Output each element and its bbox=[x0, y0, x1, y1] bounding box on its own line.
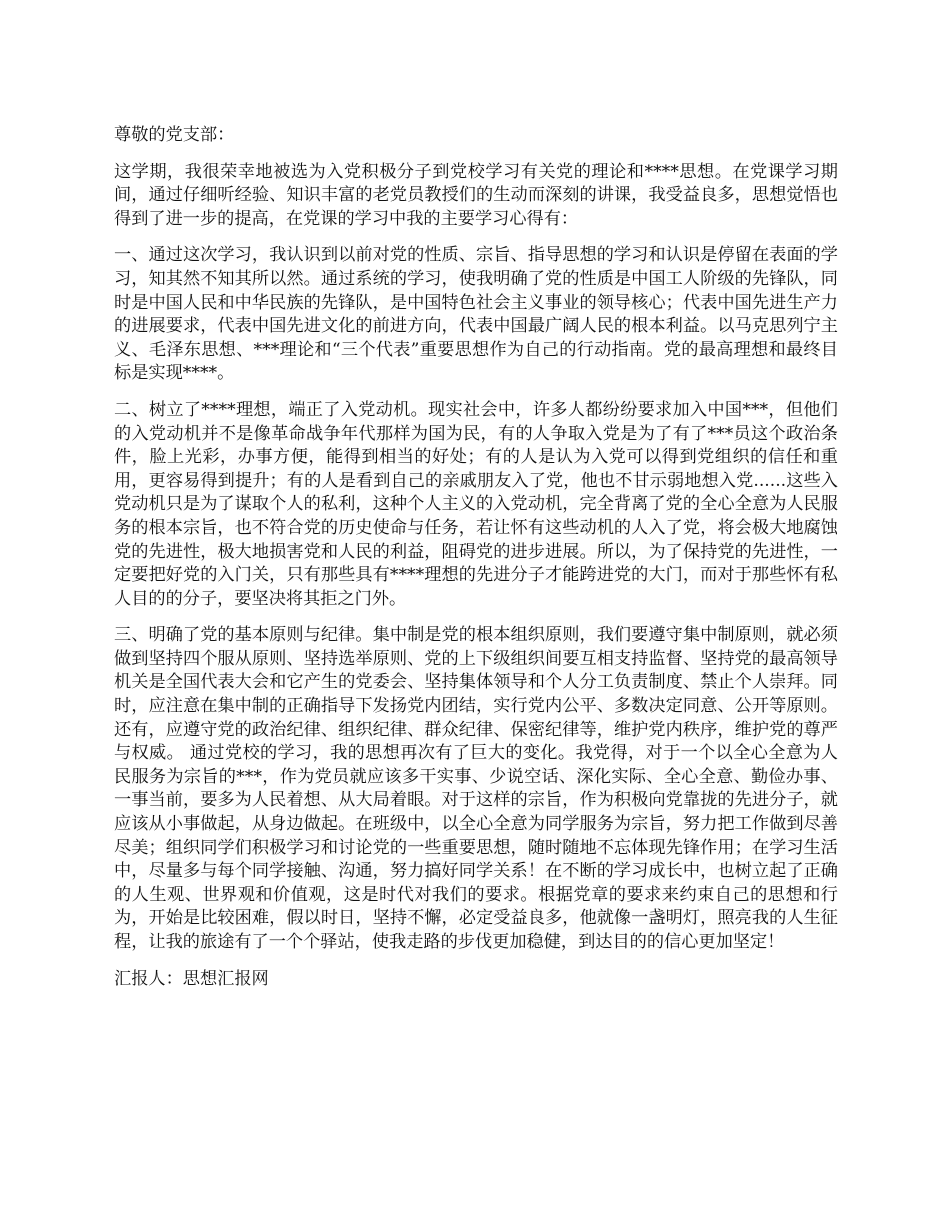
document-body bbox=[114, 124, 838, 1004]
signature: 汇报人：思想汇报网 bbox=[114, 968, 269, 989]
paragraph-section-three: 三、明确了党的基本原则与纪律。集中制是党的根本组织原则，我们要遵守集中制原则，就必须做到坚持四个服从原则、坚持选举原则、党的上下级组织间要互相支持监督、坚持党的最高领导机关是全国代表大会和它产生的党委会、坚持集体领导和个人分工负责制度、禁止个人崇拜。同时，应注意在集中制的正确指导下发扬党内团结，实行党内公平、多数决定同意、公开等原则。还有，应遵守党的政治纪律、组织纪律、群众纪律、保密纪律等，维护党内秩序，维护党的尊严与权威。 通过党校的学习，我的思想再次有了巨大的变化。我党得，对于一个以全心全意为人民服务为宗旨的***，作为党员就应该多干实事、少说空话、深化实际、全心全意、勤俭办事、一事当前，要多为人民着想、从大局着眼。对于这样的宗旨，作为积极向党靠拢的先进分子，就应该从小事做起，从身边做起。在班级中，以全心全意为同学服务为宗旨，努力把工作做到尽善尽美；组织同学们积极学习和讨论党的一些重要思想，随时随地不忘体现先锋作用；在学习生活中，尽量多与每个同学接触、沟通，努力搞好同学关系！在不断的学习成长中，也树立起了正确的人生观、世界观和价值观，这是时代对我们的要求。根据党章的要求来约束自己的思想和行为，开始是比较困难，假以时日，坚持不懈，必定受益良多，他就像一盏明灯，照亮我的人生征程，让我的旅途有了一个个驿站，使我走路的步伐更加稳健，到达目的的信心更加坚定！ bbox=[114, 625, 838, 952]
intro-paragraph: 这学期，我很荣幸地被选为入党积极分子到党校学习有关党的理论和****思想。在党课学习期间，通过仔细听经验、知识丰富的老党员教授们的生动而深刻的讲课，我受益良多，思想觉悟也得到了进一步的提高，在党课的学习中我的主要学习心得有： bbox=[114, 161, 838, 229]
salutation: 尊敬的党支部： bbox=[114, 125, 235, 145]
paragraph-section-one: 一、通过这次学习，我认识到以前对党的性质、宗旨、指导思想的学习和认识是停留在表面的学习，知其然不知其所以然。通过系统的学习，使我明确了党的性质是中国工人阶级的先锋队，同时是中国人民和中华民族的先锋队，是中国特色社会主义事业的领导核心；代表中国先进生产力的进展要求，代表中国先进文化的前进方向，代表中国最广阔人民的根本利益。以马克思列宁主义、毛泽东思想、***理论和“三个代表”重要思想作为自己的行动指南。党的最高理想和最终目标是实现****。 bbox=[114, 245, 838, 384]
paragraph-section-two: 二、树立了****理想，端正了入党动机。现实社会中，许多人都纷纷要求加入中国***，但他们的入党动机并不是像革命战争年代那样为国为民，有的人争取入党是为了有了***员这个政治条件，脸上光彩，办事方便，能得到相当的好处；有的人是认为入党可以得到党组织的信任和重用，更容易得到提升；有的人是看到自己的亲戚朋友入了党，他也不甘示弱地想入党......这些入党动机只是为了谋取个人的私利，这种个人主义的入党动机，完全背离了党的全心全意为人民服务的根本宗旨，也不符合党的历史使命与任务，若让怀有这些动机的人入了党，将会极大地腐蚀党的先进性，极大地损害党和人民的利益，阻碍党的进步进展。所以，为了保持党的先进性，一定要把好党的入门关，只有那些具有****理想的先进分子才能跨进党的大门，而对于那些怀有私人目的的分子，要坚决将其拒之门外。 bbox=[114, 399, 838, 609]
